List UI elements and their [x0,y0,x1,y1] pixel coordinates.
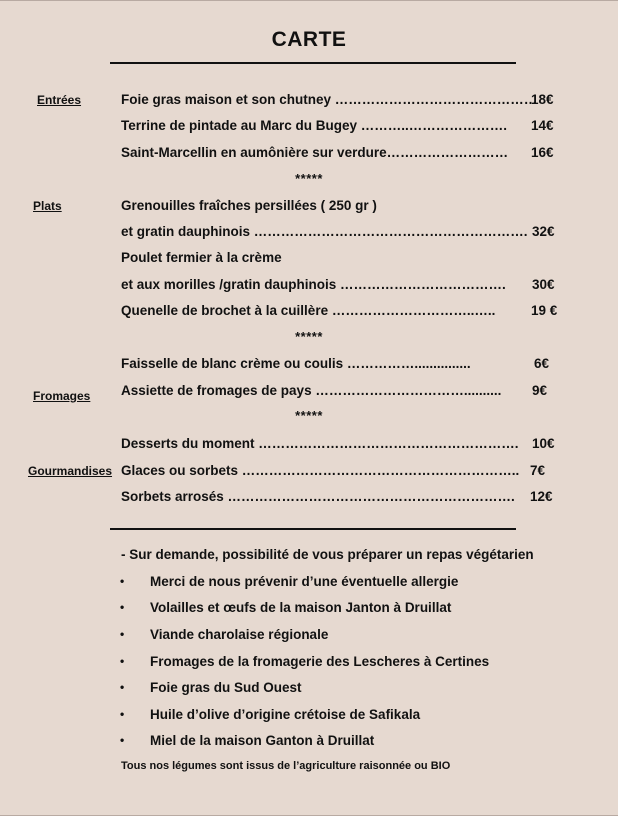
vegetarian-note: - Sur demande, possibilité de vous préparer un repas végétarien [121,547,534,562]
menu-item [121,224,561,244]
bullet-icon: • [120,600,125,614]
bullet-icon: • [120,627,125,641]
item-price: 6€ [534,356,550,371]
menu-title: CARTE [271,28,347,51]
note-text: Viande charolaise régionale [150,627,329,642]
menu-item [121,198,561,218]
menu-item [121,383,561,403]
menu-item [121,277,561,297]
item-name: Desserts du moment …………………………………………………. [121,436,519,451]
bullet-icon: • [120,654,125,668]
notes-divider [110,528,516,530]
item-price: 30€ [532,277,555,292]
item-name: Assiette de fromages de pays …………………………….......... [121,383,502,398]
section-fromages: Fromages [33,389,91,403]
item-name: Foie gras maison et son chutney ……………………………………… [121,92,538,107]
item-price: 18€ [531,92,554,107]
menu-item [121,118,561,138]
menu-item [121,356,561,376]
item-name: Quenelle de brochet à la cuillère …………………………..….. [121,303,496,318]
menu-item [121,92,561,112]
item-price: 32€ [532,224,555,239]
menu-item [121,145,561,165]
section-gourmandises: Gourmandises [28,464,113,478]
item-name: Glaces ou sorbets …………………………………………………….. [121,463,520,478]
bullet-icon: • [120,680,125,694]
section-plats: Plats [33,199,62,213]
item-price: 12€ [530,489,553,504]
separator-stars: ***** [295,329,323,344]
item-price: 7€ [530,463,546,478]
item-name: et aux morilles /gratin dauphinois ………………………………. [121,277,506,292]
note-text: Merci de nous prévenir d’une éventuelle allergie [150,574,459,589]
title-divider [110,62,516,64]
menu-item [121,250,561,270]
note-text: Fromages de la fromagerie des Lescheres à Certines [150,654,490,669]
item-price: 19 € [531,303,558,318]
separator-stars: ***** [295,171,323,186]
section-entrees: Entrées [37,93,82,107]
top-border [0,0,618,1]
item-price: 10€ [532,436,555,451]
bullet-icon: • [120,574,125,588]
note-text: Foie gras du Sud Ouest [150,680,302,695]
menu-item [121,436,561,456]
note-text: Miel de la maison Ganton à Druillat [150,733,375,748]
item-name: Terrine de pintade au Marc du Bugey ………..…………………. [121,118,508,133]
menu-item [121,303,561,323]
menu-item [121,489,561,509]
footer-note: Tous nos légumes sont issus de l’agriculture raisonnée ou BIO [121,760,451,772]
separator-stars: ***** [295,408,323,423]
note-text: Volailles et œufs de la maison Janton à Druillat [150,600,452,615]
item-price: 14€ [531,118,554,133]
item-name: et gratin dauphinois ……………………………………………………. [121,224,528,239]
item-name: Sorbets arrosés ………………………………………………………. [121,489,515,504]
item-name: Poulet fermier à la crème [121,250,282,265]
item-name: Grenouilles fraîches persillées ( 250 gr ) [121,198,377,213]
item-name: Faisselle de blanc crème ou coulis ……………............... [121,356,471,371]
bullet-icon: • [120,733,125,747]
bullet-icon: • [120,707,125,721]
item-name: Saint-Marcellin en aumônière sur verdure……………………… [121,145,509,160]
menu-item [121,463,561,483]
note-text: Huile d’olive d’origine crétoise de Safikala [150,707,421,722]
item-price: 16€ [531,145,554,160]
item-price: 9€ [532,383,548,398]
